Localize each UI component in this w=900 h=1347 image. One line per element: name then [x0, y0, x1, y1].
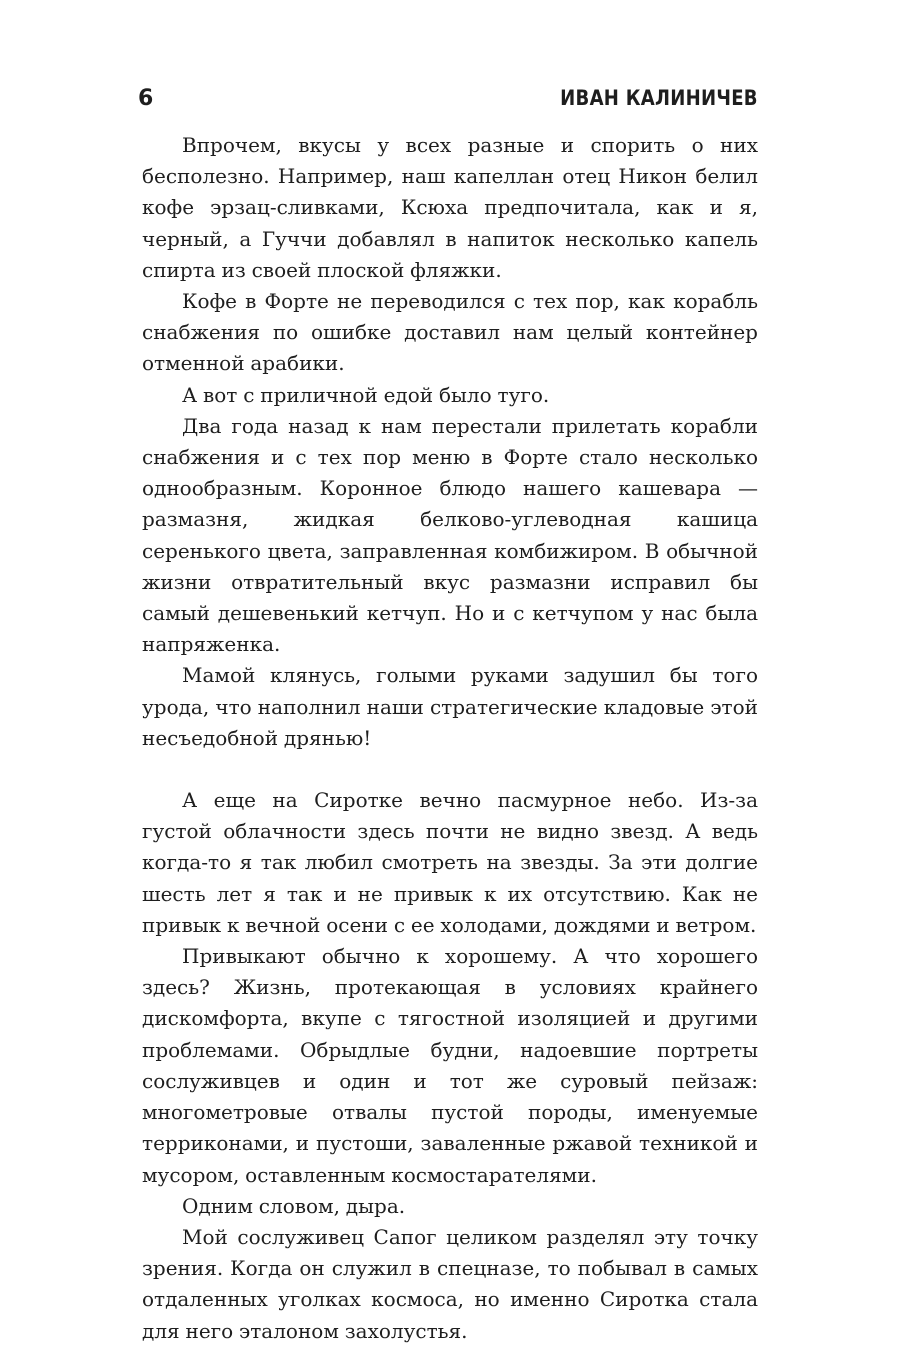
- page-number: 6: [138, 86, 154, 111]
- section-break: [142, 754, 758, 785]
- paragraph: Мой сослуживец Сапог целиком разделял эту точку зрения. Когда он служил в спецназе, то побывал в самых отдаленных уголках космоса, но именно Сиротка стала для него эталоном захолустья.: [142, 1224, 758, 1343]
- paragraph: Кофе в Форте не переводился с тех пор, как корабль снабжения по ошибке доставил нам целый контейнер отменной арабики.: [142, 289, 758, 376]
- paragraph: Одним словом, дыра.: [182, 1193, 406, 1218]
- paragraph: Два года назад к нам перестали прилетать корабли снабжения и с тех пор меню в Форте стало несколько однообразным. Коронное блюдо нашего кашевара — размазня, жидкая белково-углеводная кашица серенького цвета, заправленная комбижиром. В обычной жизни отвратительный вкус размазни исправил бы самый дешевенький кетчуп. Но и с кетчупом у нас была напряженка.: [142, 413, 758, 657]
- body-text: [142, 130, 758, 1347]
- paragraph: Привыкают обычно к хорошему. А что хорошего здесь? Жизнь, протекающая в условиях крайнего дискомфорта, вкупе с тягостной изоляцией и другими проблемами. Обрыдлые будни, надоевшие портреты сослуживцев и один и тот же суровый пейзаж: многометровые отвалы пустой породы, именуемые терриконами, и пустоши, заваленные ржавой техникой и мусором, оставленным космостарателями.: [142, 944, 758, 1187]
- paragraph: А вот с приличной едой было туго.: [182, 382, 550, 407]
- paragraph: Мамой клянусь, голыми руками задушил бы того урода, что наполнил наши стратегические кладовые этой несъедобной дрянью!: [142, 663, 758, 750]
- paragraph: Впрочем, вкусы у всех разные и спорить о них бесполезно. Например, наш капеллан отец Никон белил кофе эрзац-сливками, Ксюха предпочитала, как и я, черный, а Гуччи добавлял в напиток несколько капель спирта из своей плоской фляжки.: [142, 133, 758, 282]
- running-head-author: ИВАН КАЛИНИЧЕВ: [560, 86, 758, 110]
- paragraph: А еще на Сиротке вечно пасмурное небо. Из-за густой облачности здесь почти не видно звезд. А ведь когда-то я так любил смотреть на звезды. За эти долгие шесть лет я так и не привык к их отсутствию. Как не привык к вечной осени с ее холодами, дождями и ветром.: [142, 788, 758, 937]
